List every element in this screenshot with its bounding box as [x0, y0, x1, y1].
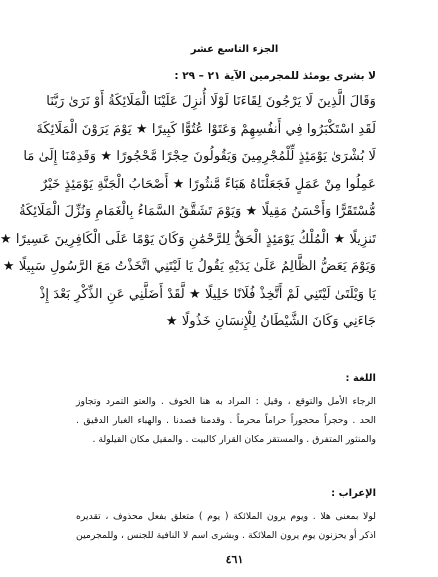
verse-line: تَنزِيلًا ★ الْمُلْكُ يَوْمَئِذٍ الْحَقُّ لِلرَّحْمَٰنِ وَكَانَ يَوْمًا عَلَى الْكَافِرِينَ عَسِيرًا ★	[0, 231, 376, 247]
quran-verses	[0, 88, 376, 336]
lugha-line: والمنثور المتفرق . والمستقر مكان القرار كالبيت . والمقيل مكان القيلولة .	[92, 434, 376, 445]
lugha-heading: اللغة :	[345, 373, 376, 384]
verse-line: جَاءَنِي وَكَانَ الشَّيْطَانُ لِلْإِنسَانِ خَذُولًا ★	[165, 314, 376, 329]
verse-line: وَيَوْمَ يَعَضُّ الظَّالِمُ عَلَىٰ يَدَيْهِ يَقُولُ يَا لَيْتَنِي اتَّخَذْتُ مَعَ الرَّسُولِ سَبِيلًا ★	[2, 259, 376, 274]
verse-line: عَمِلُوا مِنْ عَمَلٍ فَجَعَلْنَاهُ هَبَاءً مَّنثُورًا ★ أَصْحَابُ الْجَنَّةِ يَوْمَئِذٍ خَيْرٌ	[40, 176, 376, 192]
irab-paragraph	[76, 507, 376, 545]
irab-line: لولا بمعنى هلا . ويوم يرون الملائكة ( يوم ) متعلق بفعل محذوف ، تقديره	[76, 511, 376, 522]
verse-line: مُّسْتَقَرًّا وَأَحْسَنُ مَقِيلًا ★ وَيَوْمَ تَشَقَّقُ السَّمَاءُ بِالْغَمَامِ وَنُزِّلَ الْمَلَائِكَةُ	[19, 204, 376, 219]
lugha-line: الرجاء الأمل والتوقع ، وقيل : المراد به هنا الخوف . والعتو التمرد وتجاوز	[76, 396, 376, 407]
page-number: ٤٦١	[225, 553, 244, 566]
irab-heading: الإعراب :	[331, 488, 376, 499]
verse-line: لَا بُشْرَىٰ يَوْمَئِذٍ لِّلْمُجْرِمِينَ وَيَقُولُونَ حِجْرًا مَّحْجُورًا ★ وَقَدِمْنَا إِلَىٰ مَا	[23, 149, 376, 164]
part-header: الجزء التاسع عشر	[190, 44, 279, 55]
section-title: لا بشرى يومئذ للمجرمين الآية ٢١ – ٢٩ :	[174, 70, 376, 82]
lugha-line: الحد . وحجراً محجوراً حراماً محرماً . وقدمنا قصدنا . والهباء الغبار الدقيق .	[76, 415, 376, 426]
verse-line: وَقَالَ الَّذِينَ لَا يَرْجُونَ لِقَاءَنَا لَوْلَا أُنزِلَ عَلَيْنَا الْمَلَائِكَةُ أَوْ نَرَىٰ رَبَّنَا	[46, 94, 376, 109]
verse-line: يَا وَيْلَتَىٰ لَيْتَنِي لَمْ أَتَّخِذْ فُلَانًا خَلِيلًا ★ لَّقَدْ أَضَلَّنِي عَنِ الذِّكْرِ بَعْدَ إِذْ	[39, 286, 376, 302]
verse-line: لَقَدِ اسْتَكْبَرُوا فِي أَنفُسِهِمْ وَعَتَوْا عُتُوًّا كَبِيرًا ★ يَوْمَ يَرَوْنَ الْمَلَائِكَةَ	[36, 121, 376, 137]
lugha-paragraph	[76, 392, 376, 449]
irab-line: اذكر أو يحزنون يوم يرون الملائكة . وبشرى اسم لا النافية للجنس ، وللمجرمين	[76, 530, 376, 541]
